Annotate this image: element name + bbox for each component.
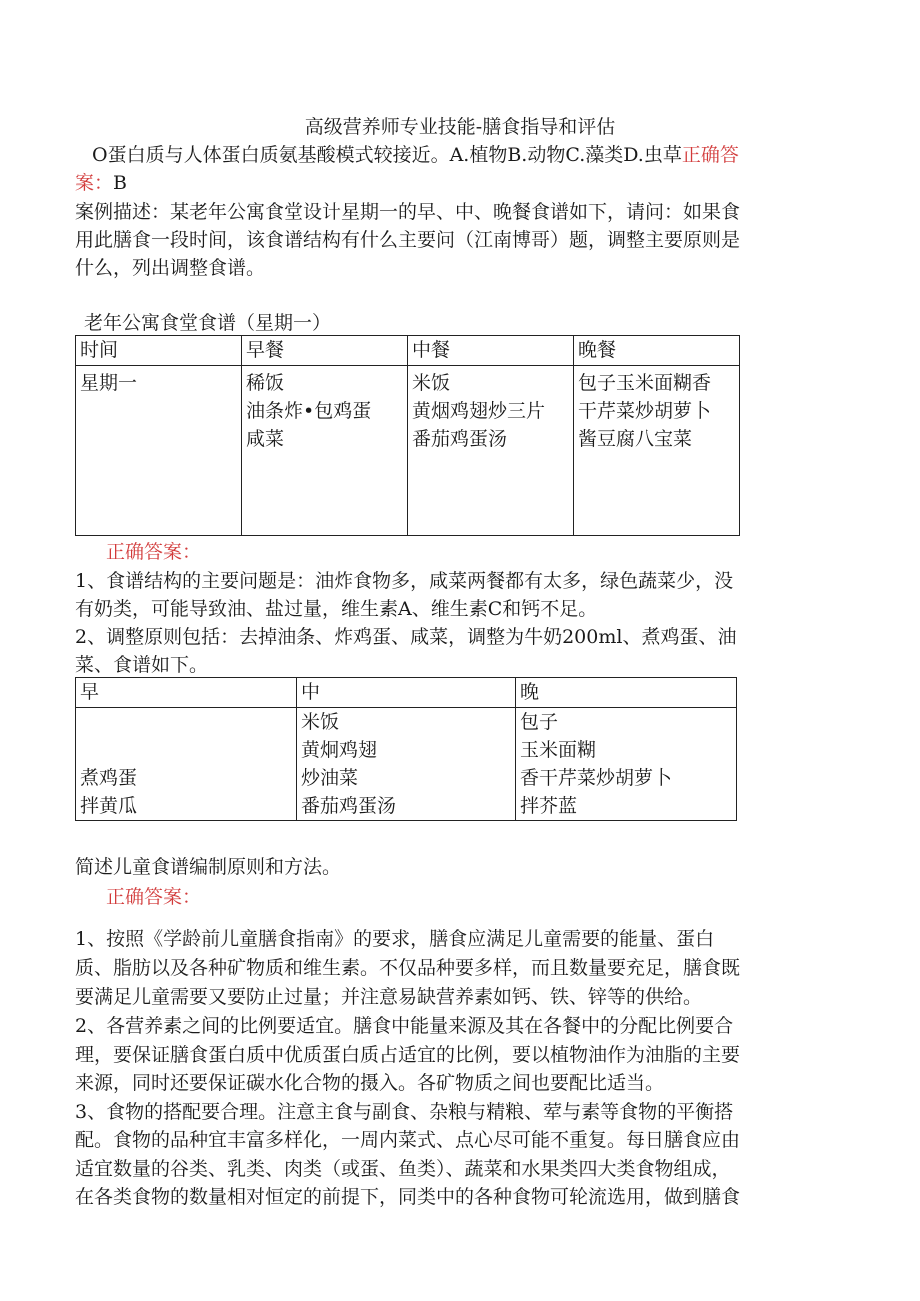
header-cell: 早餐 — [242, 336, 408, 366]
header-cell: 早 — [76, 678, 297, 708]
answer-line: 3、食物的搭配要合理。注意主食与副食、杂粮与精粮、荤与素等食物的平衡搭 — [75, 1101, 734, 1123]
header-cell: 中 — [297, 678, 516, 708]
case-description-line: 案例描述：某老年公寓食堂设计星期一的早、中、晚餐食谱如下，请问：如果食 — [75, 201, 741, 223]
menu-item: 油条炸•包鸡蛋 — [246, 400, 372, 422]
answer-line: 在各类食物的数量相对恒定的前提下，同类中的各种食物可轮流选用，做到膳食 — [75, 1186, 741, 1208]
header-cell: 晚餐 — [574, 336, 740, 366]
menu-item: 干芹菜炒胡萝卜 — [578, 400, 712, 422]
menu-item: 米饭 — [301, 711, 340, 733]
menu-item: 米饭 — [412, 372, 451, 394]
table-header-row — [76, 678, 737, 708]
table-row — [76, 708, 737, 821]
menu-item: 炒油菜 — [301, 767, 359, 789]
question-1-line-2 — [75, 169, 127, 198]
lunch-cell — [297, 708, 516, 821]
table-row — [76, 366, 740, 536]
menu-item: 煮鸡蛋 — [80, 767, 138, 789]
header-cell: 中餐 — [408, 336, 574, 366]
menu-item: 包子玉米面糊香 — [578, 372, 712, 394]
answer-line: 理，要保证膳食蛋白质中优质蛋白质占适宜的比例，要以植物油作为油脂的主要 — [75, 1044, 741, 1066]
correct-answer-label: 正确答案： — [106, 541, 202, 563]
question-1-line-1 — [92, 141, 739, 170]
original-menu-table — [75, 335, 740, 536]
answer-line: 1、按照《学龄前儿童膳食指南》的要求，膳食应满足儿童需要的能量、蛋白 — [75, 928, 715, 950]
correct-answer-label-start: 正确答 — [681, 144, 739, 166]
header-cell: 晚 — [516, 678, 737, 708]
menu-item: 拌芥蓝 — [520, 795, 578, 817]
answer-line: 2、调整原则包括：去掉油条、炸鸡蛋、咸菜，调整为牛奶200ml、煮鸡蛋、油 — [75, 626, 737, 648]
answer-line: 配。食物的品种宜丰富多样化，一周内菜式、点心尽可能不重复。每日膳食应由 — [75, 1129, 741, 1151]
correct-answer-label: 正确答案： — [106, 886, 202, 908]
table-header-row — [76, 336, 740, 366]
menu-item: 酱豆腐八宝菜 — [578, 428, 693, 450]
menu-item: 黄炯鸡翅 — [301, 739, 378, 761]
table-1-caption: 老年公寓食堂食谱（星期一） — [84, 312, 332, 334]
answer-line: 2、各营养素之间的比例要适宜。膳食中能量来源及其在各餐中的分配比例要合 — [75, 1015, 734, 1037]
answer-line: 适宜数量的谷类、乳类、肉类（或蛋、鱼类）、蔬菜和水果类四大类食物组成， — [75, 1158, 731, 1180]
menu-item: 拌黄瓜 — [80, 795, 138, 817]
correct-answer-label-end: 案： — [75, 172, 114, 194]
adjusted-menu-table — [75, 677, 737, 821]
document-title: 高级营养师专业技能-膳食指导和评估 — [304, 116, 616, 138]
breakfast-cell — [242, 366, 408, 536]
lunch-cell — [408, 366, 574, 536]
answer-line: 有奶类，可能导致油、盐过量，维生素A、维生素C和钙不足。 — [75, 598, 598, 620]
menu-item: 香干芹菜炒胡萝卜 — [520, 767, 673, 789]
case-description-line: 什么，列出调整食谱。 — [75, 257, 266, 279]
menu-item: 玉米面糊 — [520, 739, 597, 761]
menu-item: 咸菜 — [246, 428, 285, 450]
menu-item: 番茄鸡蛋汤 — [412, 428, 508, 450]
case-description-line: 用此膳食一段时间，该食谱结构有什么主要问（江南博哥）题，调整主要原则是 — [75, 229, 741, 251]
answer-line: 菜、食谱如下。 — [75, 654, 209, 676]
menu-item: 黄烟鸡翅炒三片 — [412, 400, 546, 422]
answer-line: 1、食谱结构的主要问题是：油炸食物多，咸菜两餐都有太多，绿色蔬菜少，没 — [75, 570, 734, 592]
dinner-cell — [516, 708, 737, 821]
answer-line: 来源，同时还要保证碳水化合物的摄入。各矿物质之间也要配比适当。 — [75, 1072, 665, 1094]
question-1-answer: B — [113, 172, 127, 194]
answer-line: 要满足儿童需要又要防止过量；并注意易缺营养素如钙、铁、锌等的供给。 — [75, 986, 703, 1008]
menu-item: 番茄鸡蛋汤 — [301, 795, 397, 817]
question-3-text: 简述儿童食谱编制原则和方法。 — [75, 856, 342, 878]
menu-item: 包子 — [520, 711, 559, 733]
day-cell: 星期一 — [76, 366, 242, 536]
question-1-text: O蛋白质与人体蛋白质氨基酸模式较接近。A.植物B.动物C.藻类D.虫草 — [92, 144, 682, 166]
answer-line: 质、脂肪以及各种矿物质和维生素。不仅品种要多样，而且数量要充足，膳食既 — [75, 957, 741, 979]
menu-item: 稀饭 — [246, 372, 285, 394]
breakfast-cell — [76, 708, 297, 821]
header-cell: 时间 — [76, 336, 242, 366]
dinner-cell — [574, 366, 740, 536]
